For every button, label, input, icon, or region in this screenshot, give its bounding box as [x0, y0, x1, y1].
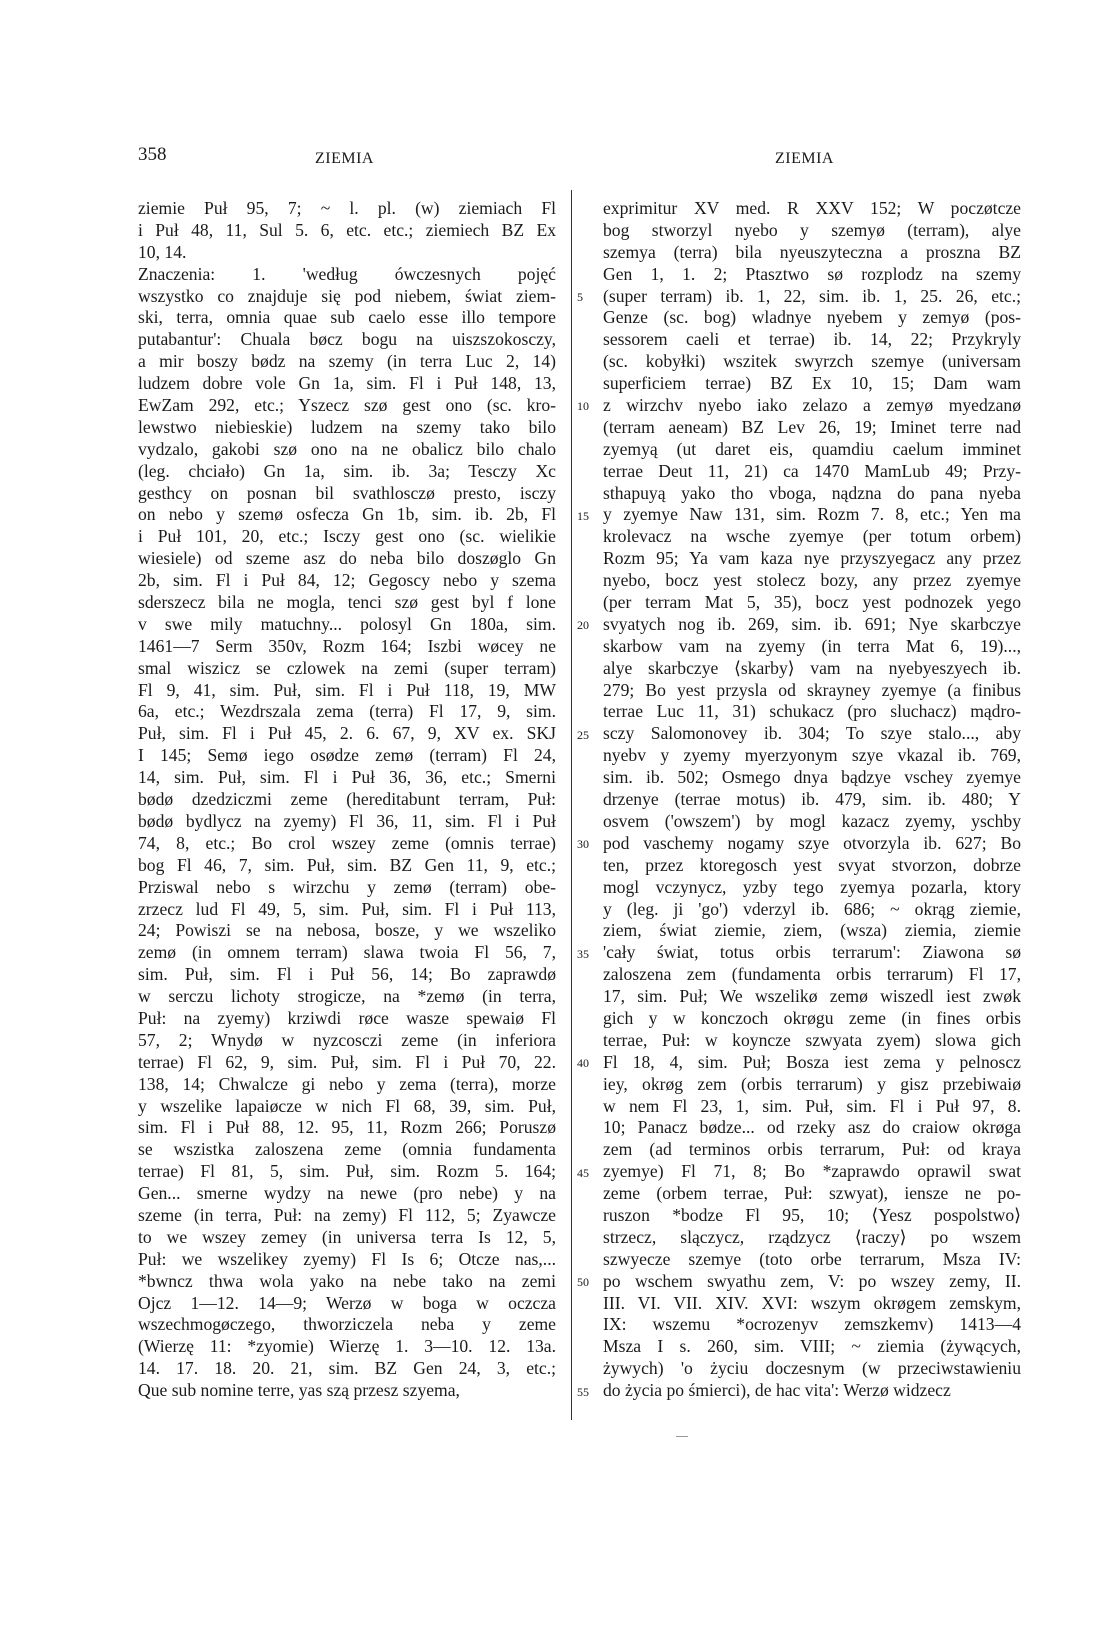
text-line: 14. 17. 18. 20. 21, sim. BZ Gen 24, 3, etc.; — [138, 1358, 556, 1379]
text-line: bødø dzedziczmi zeme (hereditabunt terram, Puł: — [138, 789, 556, 810]
text-line: zaloszena zem (fundamenta orbis terrarum) Fl 17, — [603, 964, 1021, 985]
text-line: skarbow vam na zyemy (in terra Mat 6, 19)..., — [603, 635, 1021, 656]
text-line: mogl vczynycz, yzby tego zyemya pozarla, ktory — [603, 876, 1021, 897]
text-line: terrae) Fl 62, 9, sim. Puł, sim. Fl i Puł 70, 22. — [138, 1051, 556, 1072]
text-line: *bwncz thwa wola yako na nebe tako na zemi — [138, 1270, 556, 1291]
text-line: terrae, Puł: w koyncze szwyata zyem) slowa gich — [603, 1029, 1021, 1050]
text-line: Genze (sc. bog) wladnye nyebem y zemyø (pos- — [603, 307, 1021, 328]
text-line: 57, 2; Wnydø w nyzcosczi zeme (in inferiora — [138, 1029, 556, 1050]
text-line: terrae Luc 11, 31) schukacz (pro sluchacz) mądro- — [603, 701, 1021, 722]
text-line: gich y w konczoch okrøgu zeme (in fines orbis — [603, 1007, 1021, 1028]
text-line: sczy Salomonovey ib. 304; To szye stalo..., aby — [603, 723, 1021, 744]
text-line: Que sub nomine terre, yas szą przesz szyema, — [138, 1380, 460, 1401]
text-line: w serczu lichoty strogicze, na *zemø (in terra, — [138, 986, 556, 1007]
text-line: w nem Fl 23, 1, sim. Puł, sim. Fl i Puł 97, 8. — [603, 1095, 1021, 1116]
text-line: drzenye (terrae motus) ib. 479, sim. ib. 480; Y — [603, 789, 1021, 810]
text-line: y wszelike lapaiøcze w nich Fl 68, 39, sim. Puł, — [138, 1095, 556, 1116]
text-line: 6a, etc.; Wezdrszala zema (terra) Fl 17, 9, sim. — [138, 701, 556, 722]
text-line: szwyecze szemye (toto orbe terrarum, Msza IV: — [603, 1248, 1021, 1269]
text-line: se wszistka zaloszena zeme (omnia fundamenta — [138, 1139, 556, 1160]
text-line: 1461—7 Serm 350v, Rozm 164; Iszbi wøcey ne — [138, 635, 556, 656]
text-line: Gen... smerne wydzy na newe (pro nebe) y na — [138, 1183, 556, 1204]
text-line: ski, terra, omnia quae sub caelo esse illo tempore — [138, 307, 556, 328]
text-line: (leg. chciało) Gn 1a, sim. ib. 3a; Tesczy Xc — [138, 460, 556, 481]
text-line: on nebo y szemø osfecza Gn 1b, sim. ib. 2b, Fl — [138, 504, 556, 525]
text-line: ludzem dobre vole Gn 1a, sim. Fl i Puł 148, 13, — [138, 373, 556, 394]
line-number: 25 — [577, 727, 589, 742]
line-number: 10 — [577, 399, 589, 414]
text-line: 14, sim. Puł, sim. Fl i Puł 36, 36, etc.; Smerni — [138, 767, 556, 788]
text-line: sessorem caeli et terrae) ib. 14, 22; Przykryly — [603, 329, 1021, 350]
text-line: 'cały świat, totus orbis terrarum': Ziawona sø — [603, 942, 1021, 963]
text-line: y zyemye Naw 131, sim. Rozm 7. 8, etc.; Yen ma — [603, 504, 1021, 525]
text-line: szeme (in terra, Puł: na zemy) Fl 112, 5; Zyawcze — [138, 1204, 556, 1225]
text-line: szemya (terra) bila nyeuszyteczna a proszna BZ — [603, 241, 1021, 262]
text-line: Fl 18, 4, sim. Puł; Bosza iest zema y pelnoscz — [603, 1051, 1021, 1072]
text-line: sim. ib. 502; Osmego dnya bądzye vschey zyemye — [603, 767, 1021, 788]
text-line: 10; Panacz bødze... od rzeky asz do craiow okrøga — [603, 1117, 1021, 1138]
text-line: superficiem terrae) BZ Ex 10, 15; Dam wam — [603, 373, 1021, 394]
text-line: osvem ('owszem') by mogl kazacz zyemy, yschby — [603, 810, 1021, 831]
text-line: bog stworzyl nyebo y szemyø (terram), alye — [603, 219, 1021, 240]
text-line: terrae Deut 11, 21) ca 1470 MamLub 49; Przy- — [603, 460, 1021, 481]
text-line: Puł, sim. Fl i Puł 45, 2. 6. 67, 9, XV ex. SKJ — [138, 723, 556, 744]
text-line: Puł: na zyemy) krziwdi røce wasze spewaiø Fl — [138, 1007, 556, 1028]
text-line: IX: wszemu *ocrozenyv zemszkemv) 1413—4 — [603, 1314, 1021, 1335]
text-line: pod vaschemy nogamy szye otvorzyla ib. 627; Bo — [603, 832, 1021, 853]
page-number: 358 — [138, 144, 167, 165]
text-line: I 145; Semø iego osødze zemø (terram) Fl 24, — [138, 745, 556, 766]
text-line: Rozm 95; Ya vam kaza nye przyszyegacz any przez — [603, 548, 1021, 569]
text-line: i Puł 48, 11, Sul 5. 6, etc. etc.; ziemiech BZ Ex — [138, 219, 556, 240]
text-line: (terram aeneam) BZ Lev 26, 19; Iminet terre nad — [603, 416, 1021, 437]
line-number: 20 — [577, 618, 589, 633]
text-line: krolevacz na wsche zyemye (per totum orbem) — [603, 526, 1021, 547]
text-line: zeme (orbem terrae, Puł: szwyat), iensze ne po- — [603, 1183, 1021, 1204]
text-line: (Wierzę 11: *zyomie) Wierzę 1. 3—10. 12. 13a. — [138, 1336, 556, 1357]
text-line: 17, sim. Puł; We wszelikø zemø wiszedl iest zwøk — [603, 986, 1021, 1007]
line-number: 5 — [577, 289, 583, 304]
text-line: Znaczenia: 1. 'według ówczesnych pojęć — [138, 263, 556, 284]
text-line: 138, 14; Chwalcze gi nebo y zema (terra), morze — [138, 1073, 556, 1094]
text-line: bog Fl 46, 7, sim. Puł, sim. BZ Gen 11, 9, etc.; — [138, 854, 556, 875]
text-line: lewstwo niebieskie) ludzem na szemy tako bilo — [138, 416, 556, 437]
text-line: 74, 8, etc.; Bo crol wszey zeme (omnis terrae) — [138, 832, 556, 853]
text-line: terrae) Fl 81, 5, sim. Puł, sim. Rozm 5. 164; — [138, 1161, 556, 1182]
text-line: Prziswal nebo s wirzchu y zemø (terram) obe- — [138, 876, 556, 897]
line-number: 55 — [577, 1384, 589, 1399]
line-number: 15 — [577, 508, 589, 523]
column-divider — [571, 190, 572, 1420]
text-line: zyemyą (ut daret eis, quamdiu caelum imminet — [603, 438, 1021, 459]
line-number: 30 — [577, 837, 589, 852]
line-number: 45 — [577, 1165, 589, 1180]
running-head-left: ZIEMIA — [315, 150, 374, 167]
text-line: svyatych nog ib. 269, sim. ib. 691; Nye skarbczye — [603, 613, 1021, 634]
text-line: do życia po śmierci), de hac vita': Werzø widzecz — [603, 1380, 951, 1401]
text-line: y (leg. ji 'go') vderzyl ib. 686; ~ okrąg ziemie, — [603, 898, 1021, 919]
line-number: 40 — [577, 1056, 589, 1071]
text-line: ten, przez ktoregosch yest svyat stvorzon, dobrze — [603, 854, 1021, 875]
text-line: bødø bydlycz na zyemy) Fl 36, 11, sim. Fl i Puł — [138, 810, 556, 831]
text-line: (super terram) ib. 1, 22, sim. ib. 1, 25. 26, etc.; — [603, 285, 1021, 306]
text-line: (per terram Mat 5, 35), bocz yest podnozek yego — [603, 592, 1021, 613]
text-line: zem (ad terminos orbis terrarum, Puł: od kraya — [603, 1139, 1021, 1160]
text-line: Msza I s. 260, sim. VIII; ~ ziemia (żywących, — [603, 1336, 1021, 1357]
text-line: wszystko co znajduje się pod niebem, świat ziem- — [138, 285, 556, 306]
text-line: Puł: we wszelikey zyemy) Fl Is 6; Otcze nas,... — [138, 1248, 556, 1269]
text-line: 24; Powiszi se na nebosa, bosze, y we wszeliko — [138, 920, 556, 941]
text-line: po wschem swyathu zem, V: po wszey zemy, II. — [603, 1270, 1021, 1291]
text-line: 2b, sim. Fl i Puł 84, 12; Gegoscy nebo y szema — [138, 570, 556, 591]
text-line: sthapuyą yako tho vboga, nądzna do pana nyeba — [603, 482, 1021, 503]
text-line: (sc. kobyłki) wszitek swyrzch szemye (universam — [603, 351, 1021, 372]
text-line: zemø (in omnem terram) slawa twoia Fl 56, 7, — [138, 942, 556, 963]
text-line: ruszon *bodze Fl 95, 10; ⟨Yesz pospolstwo⟩ — [603, 1204, 1021, 1225]
line-number: 35 — [577, 946, 589, 961]
text-line: żywych) 'o życiu doczesnym (w przeciwstawieniu — [603, 1358, 1021, 1379]
text-line: wszechmogøczego, thworziczela neba y zeme — [138, 1314, 556, 1335]
text-line: wiesiele) od szeme asz do neba bilo doszøglo Gn — [138, 548, 556, 569]
text-line: nyebv y zyemy myerzyonym szye vkazal ib. 769, — [603, 745, 1021, 766]
right-text-column — [603, 198, 1021, 1402]
text-line: i Puł 101, 20, etc.; Isczy gest ono (sc. wielikie — [138, 526, 556, 547]
text-line: zrzecz lud Fl 49, 5, sim. Puł, sim. Fl i Puł 113, — [138, 898, 556, 919]
text-line: sim. Puł, sim. Fl i Puł 56, 14; Bo zaprawdø — [138, 964, 556, 985]
text-line: 10, 14. — [138, 241, 187, 262]
text-line: iey, okrøg zem (orbis terrarum) y gisz przebiwaiø — [603, 1073, 1021, 1094]
text-line: a mir boszy bødz na szemy (in terra Luc 2, 14) — [138, 351, 556, 372]
text-line: Ojcz 1—12. 14—9; Werzø w boga w oczcza — [138, 1292, 556, 1313]
text-line: to we wszey zemey (in universa terra Is 12, 5, — [138, 1226, 556, 1247]
text-line: III. VI. VII. XIV. XVI: wszym okrøgem zemskym, — [603, 1292, 1021, 1313]
text-line: EwZam 292, etc.; Yszecz szø gest ono (sc. kro- — [138, 395, 556, 416]
text-line: exprimitur XV med. R XXV 152; W poczøtcze — [603, 198, 1021, 218]
text-line: strzecz, slączycz, rządzycz ⟨raczy⟩ po wszem — [603, 1226, 1021, 1247]
text-line: z wirzchv nyebo iako zelazo a zemyø myedzanø — [603, 395, 1021, 416]
text-line: vydzalo, gakobi szø ono na ne obalicz bilo chalo — [138, 438, 556, 459]
footer-mark — [676, 1436, 688, 1437]
text-line: Fl 9, 41, sim. Puł, sim. Fl i Puł 118, 19, MW — [138, 679, 556, 700]
text-line: zyemye) Fl 71, 8; Bo *zaprawdo oprawil swat — [603, 1161, 1021, 1182]
text-line: ziemie Puł 95, 7; ~ l. pl. (w) ziemiach Fl — [138, 198, 556, 218]
text-line: 279; Bo yest przysla od skrayney zyemye (a finibus — [603, 679, 1021, 700]
text-line: sderszecz bila ne mogla, tenci szø gest byl f lone — [138, 592, 556, 613]
text-line: sim. Fl i Puł 88, 12. 95, 11, Rozm 266; Poruszø — [138, 1117, 556, 1138]
text-line: gesthcy on posnan bil svathlosczø presto, isczy — [138, 482, 556, 503]
text-line: alye skarbczye ⟨skarby⟩ vam na nyebyeszyech ib. — [603, 657, 1021, 678]
text-line: ziem, świat ziemie, ziem, (wsza) ziemia, ziemie — [603, 920, 1021, 941]
left-text-column — [138, 198, 556, 1402]
line-number: 50 — [577, 1275, 589, 1290]
running-head-right: ZIEMIA — [775, 150, 834, 167]
text-line: smal wiszicz se czlowek na zemi (super terram) — [138, 657, 556, 678]
text-line: putabantur': Chuala bøcz bogu na uiszszokosczy, — [138, 329, 556, 350]
text-line: Gen 1, 1. 2; Ptasztwo sø rozplodz na szemy — [603, 263, 1021, 284]
text-line: nyebo, bocz yest stolecz bozy, any przez zyemye — [603, 570, 1021, 591]
text-line: v swe mily matuchny... polosyl Gn 180a, sim. — [138, 613, 556, 634]
